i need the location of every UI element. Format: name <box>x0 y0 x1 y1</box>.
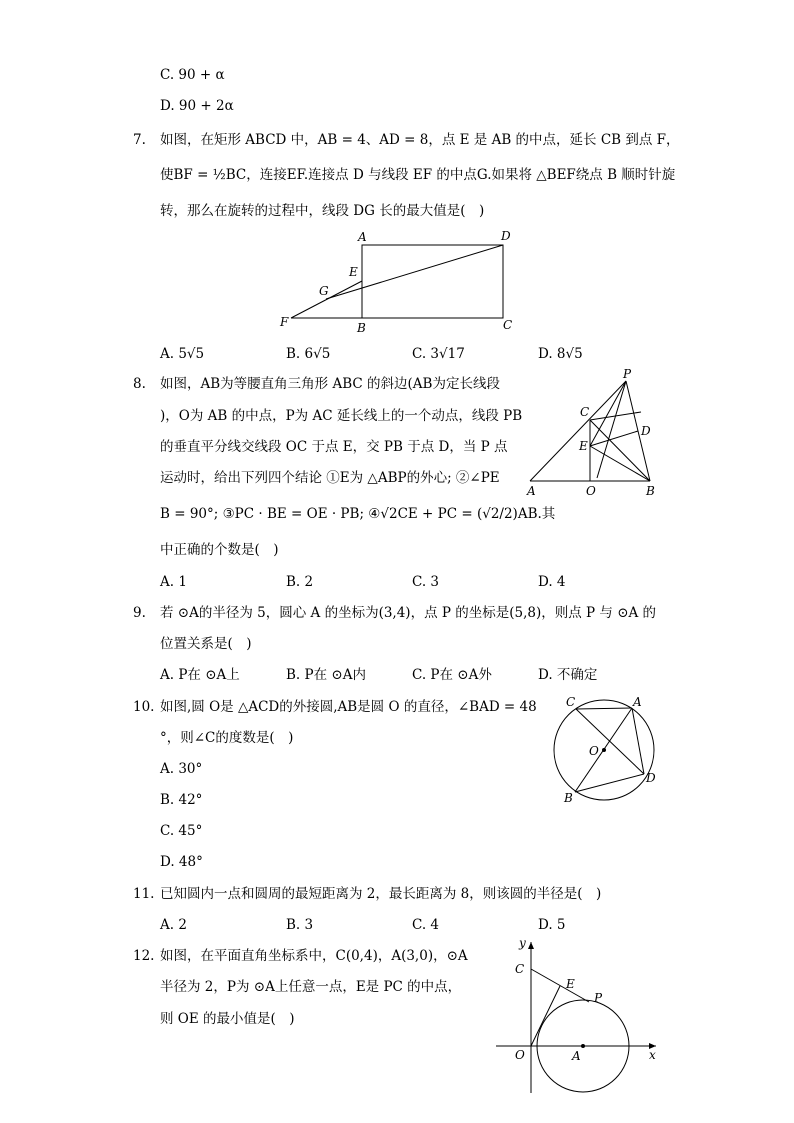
q6-option-d: D. 90 + 2α <box>160 98 234 114</box>
q8-label-o: O <box>586 484 596 498</box>
q12-center-dot <box>581 1044 585 1048</box>
q10-number: 10. <box>133 699 155 715</box>
q10-stem-line1: 如图,圆 O是 △ACD的外接圆,AB是圆 O 的直径，∠BAD = 48 <box>160 699 537 715</box>
q7-stem-line1: 如图，在矩形 ABCD 中，AB = 4、AD = 8，点 E 是 AB 的中点，延长 CB 到点 F， <box>160 132 680 148</box>
q11-number: 11. <box>133 886 155 902</box>
q7-label-a: A <box>358 230 367 244</box>
q8-number: 8. <box>133 376 146 392</box>
q8-option-b: B. 2 <box>286 574 314 590</box>
q8-label-b: B <box>646 484 655 498</box>
q12-label-x: x <box>649 1048 656 1062</box>
q11-option-a: A. 2 <box>160 917 187 933</box>
q7-label-e: E <box>349 265 358 279</box>
q11-option-b: B. 3 <box>286 917 314 933</box>
q7-label-c: C <box>503 318 513 332</box>
q12-stem-line1: 如图，在平面直角坐标系中，C(0,4)，A(3,0)，⊙A <box>160 948 468 964</box>
q9-stem-line1: 若 ⊙A的半径为 5，圆心 A 的坐标为(3,4)，点 P 的坐标是(5,8)，则点 P 与 ⊙A 的 <box>160 605 657 621</box>
q10-stem-line2: °，则∠C的度数是( ) <box>160 730 294 746</box>
q8-label-c: C <box>580 405 590 419</box>
q12-label-p: P <box>594 991 603 1005</box>
q7-label-b: B <box>357 321 366 335</box>
q7-option-a: A. 5√5 <box>160 346 205 362</box>
q7-option-d: D. 8√5 <box>538 346 583 362</box>
q7-option-b: B. 6√5 <box>286 346 331 362</box>
q10-label-a: A <box>633 695 642 709</box>
q7-stem-line2: 使BF = ½BC，连接EF.连接点 D 与线段 EF 的中点G.如果将 △BEF绕点 B 顺时针旋 <box>160 167 676 183</box>
q10-label-c: C <box>566 695 576 709</box>
q8-stem-line1: 如图，AB为等腰直角三角形 ABC 的斜边(AB为定长线段 <box>160 376 500 392</box>
q8-label-e: E <box>579 439 588 453</box>
q11-option-d: D. 5 <box>538 917 566 933</box>
q11-stem-line1: 已知圆内一点和圆周的最短距离为 2，最长距离为 8，则该圆的半径是( ) <box>160 886 602 902</box>
q9-stem-line2: 位置关系是( ) <box>160 636 252 652</box>
q12-label-c: C <box>515 962 525 976</box>
q8-stem-line6: 中正确的个数是( ) <box>160 542 279 558</box>
q7-label-g: G <box>319 284 329 298</box>
q10-label-o: O <box>589 744 599 758</box>
q8-label-a: A <box>527 484 536 498</box>
q9-option-c: C. P在 ⊙A外 <box>412 667 492 683</box>
q10-label-b: B <box>564 791 573 805</box>
q10-option-a: A. 30° <box>160 761 203 777</box>
q7-stem-line3: 转，那么在旋转的过程中，线段 DG 长的最大值是( ) <box>160 203 485 219</box>
q12-y-arrow <box>528 942 534 949</box>
q7-option-c: C. 3√17 <box>412 346 465 362</box>
q8-stem-line4: 运动时，给出下列四个结论 ①E为 △ABP的外心; ②∠PE <box>160 470 500 486</box>
q8-stem-line2: )，O为 AB 的中点，P为 AC 延长线上的一个动点，线段 PB <box>160 408 523 424</box>
q10-option-b: B. 42° <box>160 792 203 808</box>
q8-option-c: C. 3 <box>412 574 440 590</box>
q8-stem-line5: B = 90°; ③PC · BE = OE · PB; ④√2CE + PC = (√2/2)AB.其 <box>160 506 556 522</box>
q6-option-c: C. 90 + α <box>160 67 225 83</box>
q8-label-p: P <box>623 367 632 381</box>
q12-line-oe <box>531 986 560 1046</box>
q12-label-o: O <box>515 1048 525 1062</box>
q8-stem-line3: 的垂直平分线交线段 OC 于点 E，交 PB 于点 D，当 P 点 <box>160 439 508 455</box>
q7-label-d: D <box>501 229 511 243</box>
q9-option-b: B. P在 ⊙A内 <box>286 667 366 683</box>
q12-stem-line3: 则 OE 的最小值是( ) <box>160 1011 295 1027</box>
q11-option-c: C. 4 <box>412 917 440 933</box>
q8-label-d: D <box>641 424 651 438</box>
q7-label-f: F <box>280 315 289 329</box>
q9-option-d: D. 不确定 <box>538 667 598 683</box>
q12-label-a: A <box>572 1049 581 1063</box>
q8-option-d: D. 4 <box>538 574 566 590</box>
q12-label-y: y <box>519 936 526 950</box>
q10-option-d: D. 48° <box>160 854 203 870</box>
q12-number: 12. <box>133 948 155 964</box>
q12-label-e: E <box>566 977 575 991</box>
q8-option-a: A. 1 <box>160 574 187 590</box>
q12-stem-line2: 半径为 2，P为 ⊙A上任意一点，E是 PC 的中点， <box>160 979 462 995</box>
q10-label-d: D <box>646 771 656 785</box>
q9-number: 9. <box>133 605 146 621</box>
q9-option-a: A. P在 ⊙A上 <box>160 667 240 683</box>
q7-number: 7. <box>133 132 146 148</box>
q12-line-cp <box>531 969 589 1002</box>
q10-option-c: C. 45° <box>160 823 203 839</box>
